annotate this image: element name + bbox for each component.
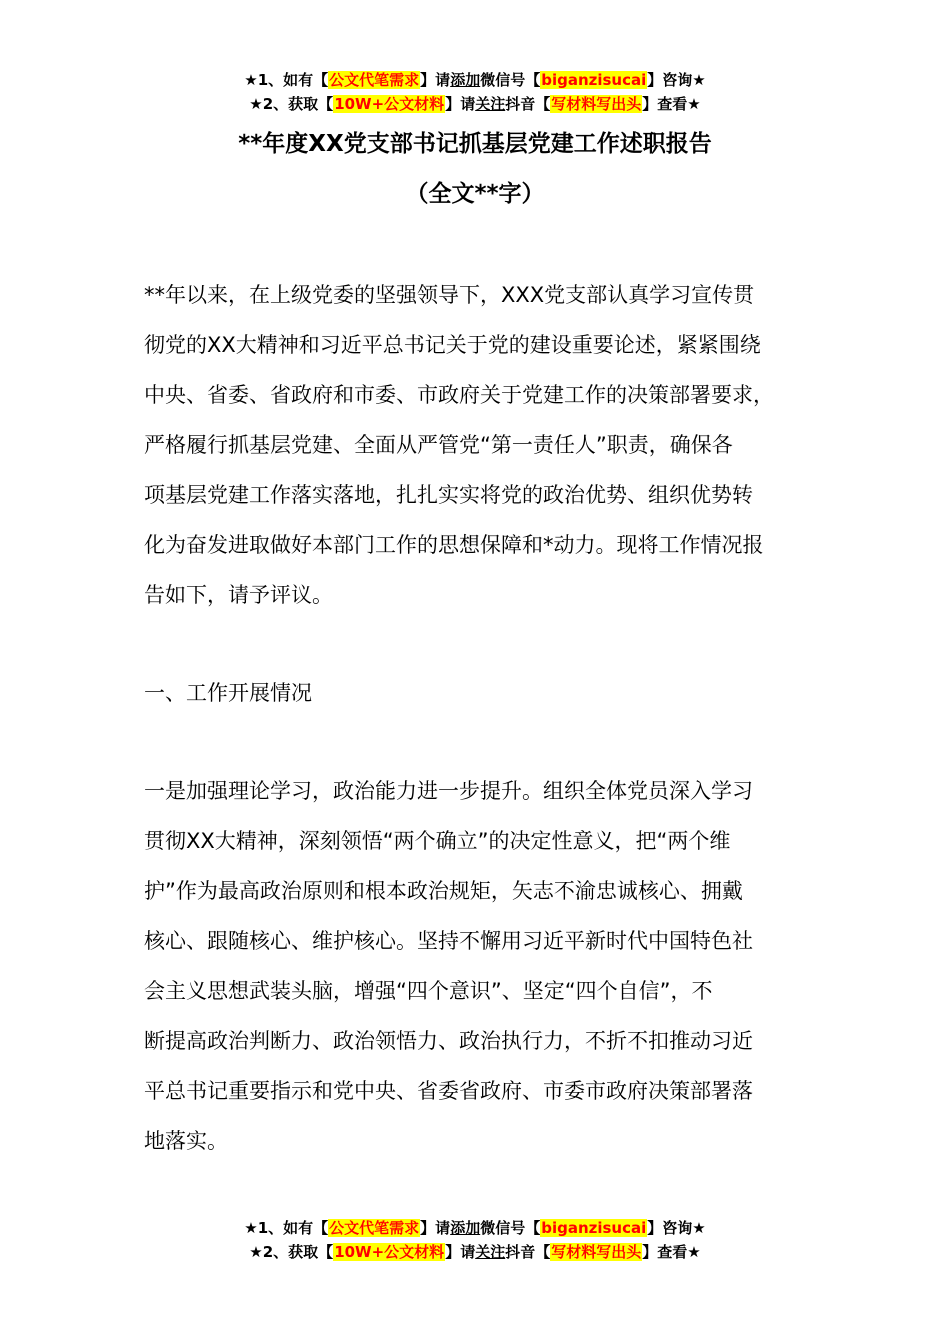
promo-highlight: biganzisucai — [541, 71, 647, 89]
promo-line-2 — [0, 1240, 950, 1264]
paragraph-line: 地落实。 — [144, 1129, 228, 1153]
paragraph-line: 彻党的XX大精神和习近平总书记关于党的建设重要论述，紧紧围绕 — [144, 333, 761, 357]
promo-text: ★2、获取【 — [249, 1243, 334, 1261]
promo-highlight: 公文代笔需求 — [329, 71, 420, 89]
promo-line-2 — [0, 92, 950, 116]
paragraph-line: **年以来，在上级党委的坚强领导下，XXX党支部认真学习宣传贯 — [144, 283, 755, 307]
promo-text: ★1、如有【 — [244, 71, 329, 89]
promo-highlight: biganzisucai — [541, 1219, 647, 1237]
promo-text: 】咨询★ — [647, 1219, 706, 1237]
intro-paragraph — [144, 270, 834, 620]
paragraph-line: 贯彻XX大精神，深刻领悟“两个确立”的决定性意义，把“两个维 — [144, 829, 731, 853]
promo-text: 】咨询★ — [647, 71, 706, 89]
paragraph-line: 中央、省委、省政府和市委、市政府关于党建工作的决策部署要求， — [144, 383, 774, 407]
promo-highlight: 写材料写出头 — [551, 1243, 642, 1261]
promo-underline: 关注 — [475, 1243, 506, 1261]
promo-text: ★2、获取【 — [249, 95, 334, 113]
promo-text: 抖音【 — [505, 1243, 551, 1261]
promo-text: 】请 — [420, 1219, 451, 1237]
paragraph-line: 项基层党建工作落实落地，扎扎实实将党的政治优势、组织优势转 — [144, 483, 753, 507]
promo-text: 微信号【 — [480, 71, 541, 89]
promo-highlight: 10W+公文材料 — [334, 95, 445, 113]
paragraph-line: 严格履行抓基层党建、全面从严管党“第一责任人”职责，确保各 — [144, 433, 733, 457]
promo-highlight: 写材料写出头 — [551, 95, 642, 113]
paragraph-line: 核心、跟随核心、维护核心。坚持不懈用习近平新时代中国特色社 — [144, 929, 753, 953]
paragraph-line: 平总书记重要指示和党中央、省委省政府、市委市政府决策部署落 — [144, 1079, 753, 1103]
promo-text: 】请 — [445, 95, 476, 113]
paragraph-line: 断提高政治判断力、政治领悟力、政治执行力，不折不扣推动习近 — [144, 1029, 753, 1053]
promo-underline: 添加 — [450, 1219, 481, 1237]
promo-text: ★1、如有【 — [244, 1219, 329, 1237]
promo-banner-bottom — [0, 1216, 950, 1264]
promo-underline: 添加 — [450, 71, 481, 89]
paragraph-line: 告如下，请予评议。 — [144, 583, 333, 607]
paragraph-line: 会主义思想武装头脑，增强“四个意识”、坚定“四个自信”，不 — [144, 979, 713, 1003]
document-subtitle: （全文**字） — [405, 181, 545, 207]
paragraph-line: 护”作为最高政治原则和根本政治规矩，矢志不渝忠诚核心、拥戴 — [144, 879, 743, 903]
promo-text: 】查看★ — [642, 95, 701, 113]
promo-highlight: 公文代笔需求 — [329, 1219, 420, 1237]
promo-text: 抖音【 — [505, 95, 551, 113]
promo-highlight: 10W+公文材料 — [334, 1243, 445, 1261]
promo-text: 】请 — [420, 71, 451, 89]
promo-text: 微信号【 — [480, 1219, 541, 1237]
promo-text: 】请 — [445, 1243, 476, 1261]
document-title: **年度XX党支部书记抓基层党建工作述职报告 — [238, 131, 712, 157]
paragraph-line: 一是加强理论学习，政治能力进一步提升。组织全体党员深入学习 — [144, 779, 753, 803]
promo-underline: 关注 — [475, 95, 506, 113]
promo-text: 】查看★ — [642, 1243, 701, 1261]
paragraph-line: 化为奋发进取做好本部门工作的思想保障和*动力。现将工作情况报 — [144, 533, 764, 557]
promo-banner-top — [0, 68, 950, 116]
section-paragraph — [144, 766, 834, 1166]
promo-line-1 — [0, 1216, 950, 1240]
section-heading: 一、工作开展情况 — [144, 681, 312, 705]
promo-line-1 — [0, 68, 950, 92]
